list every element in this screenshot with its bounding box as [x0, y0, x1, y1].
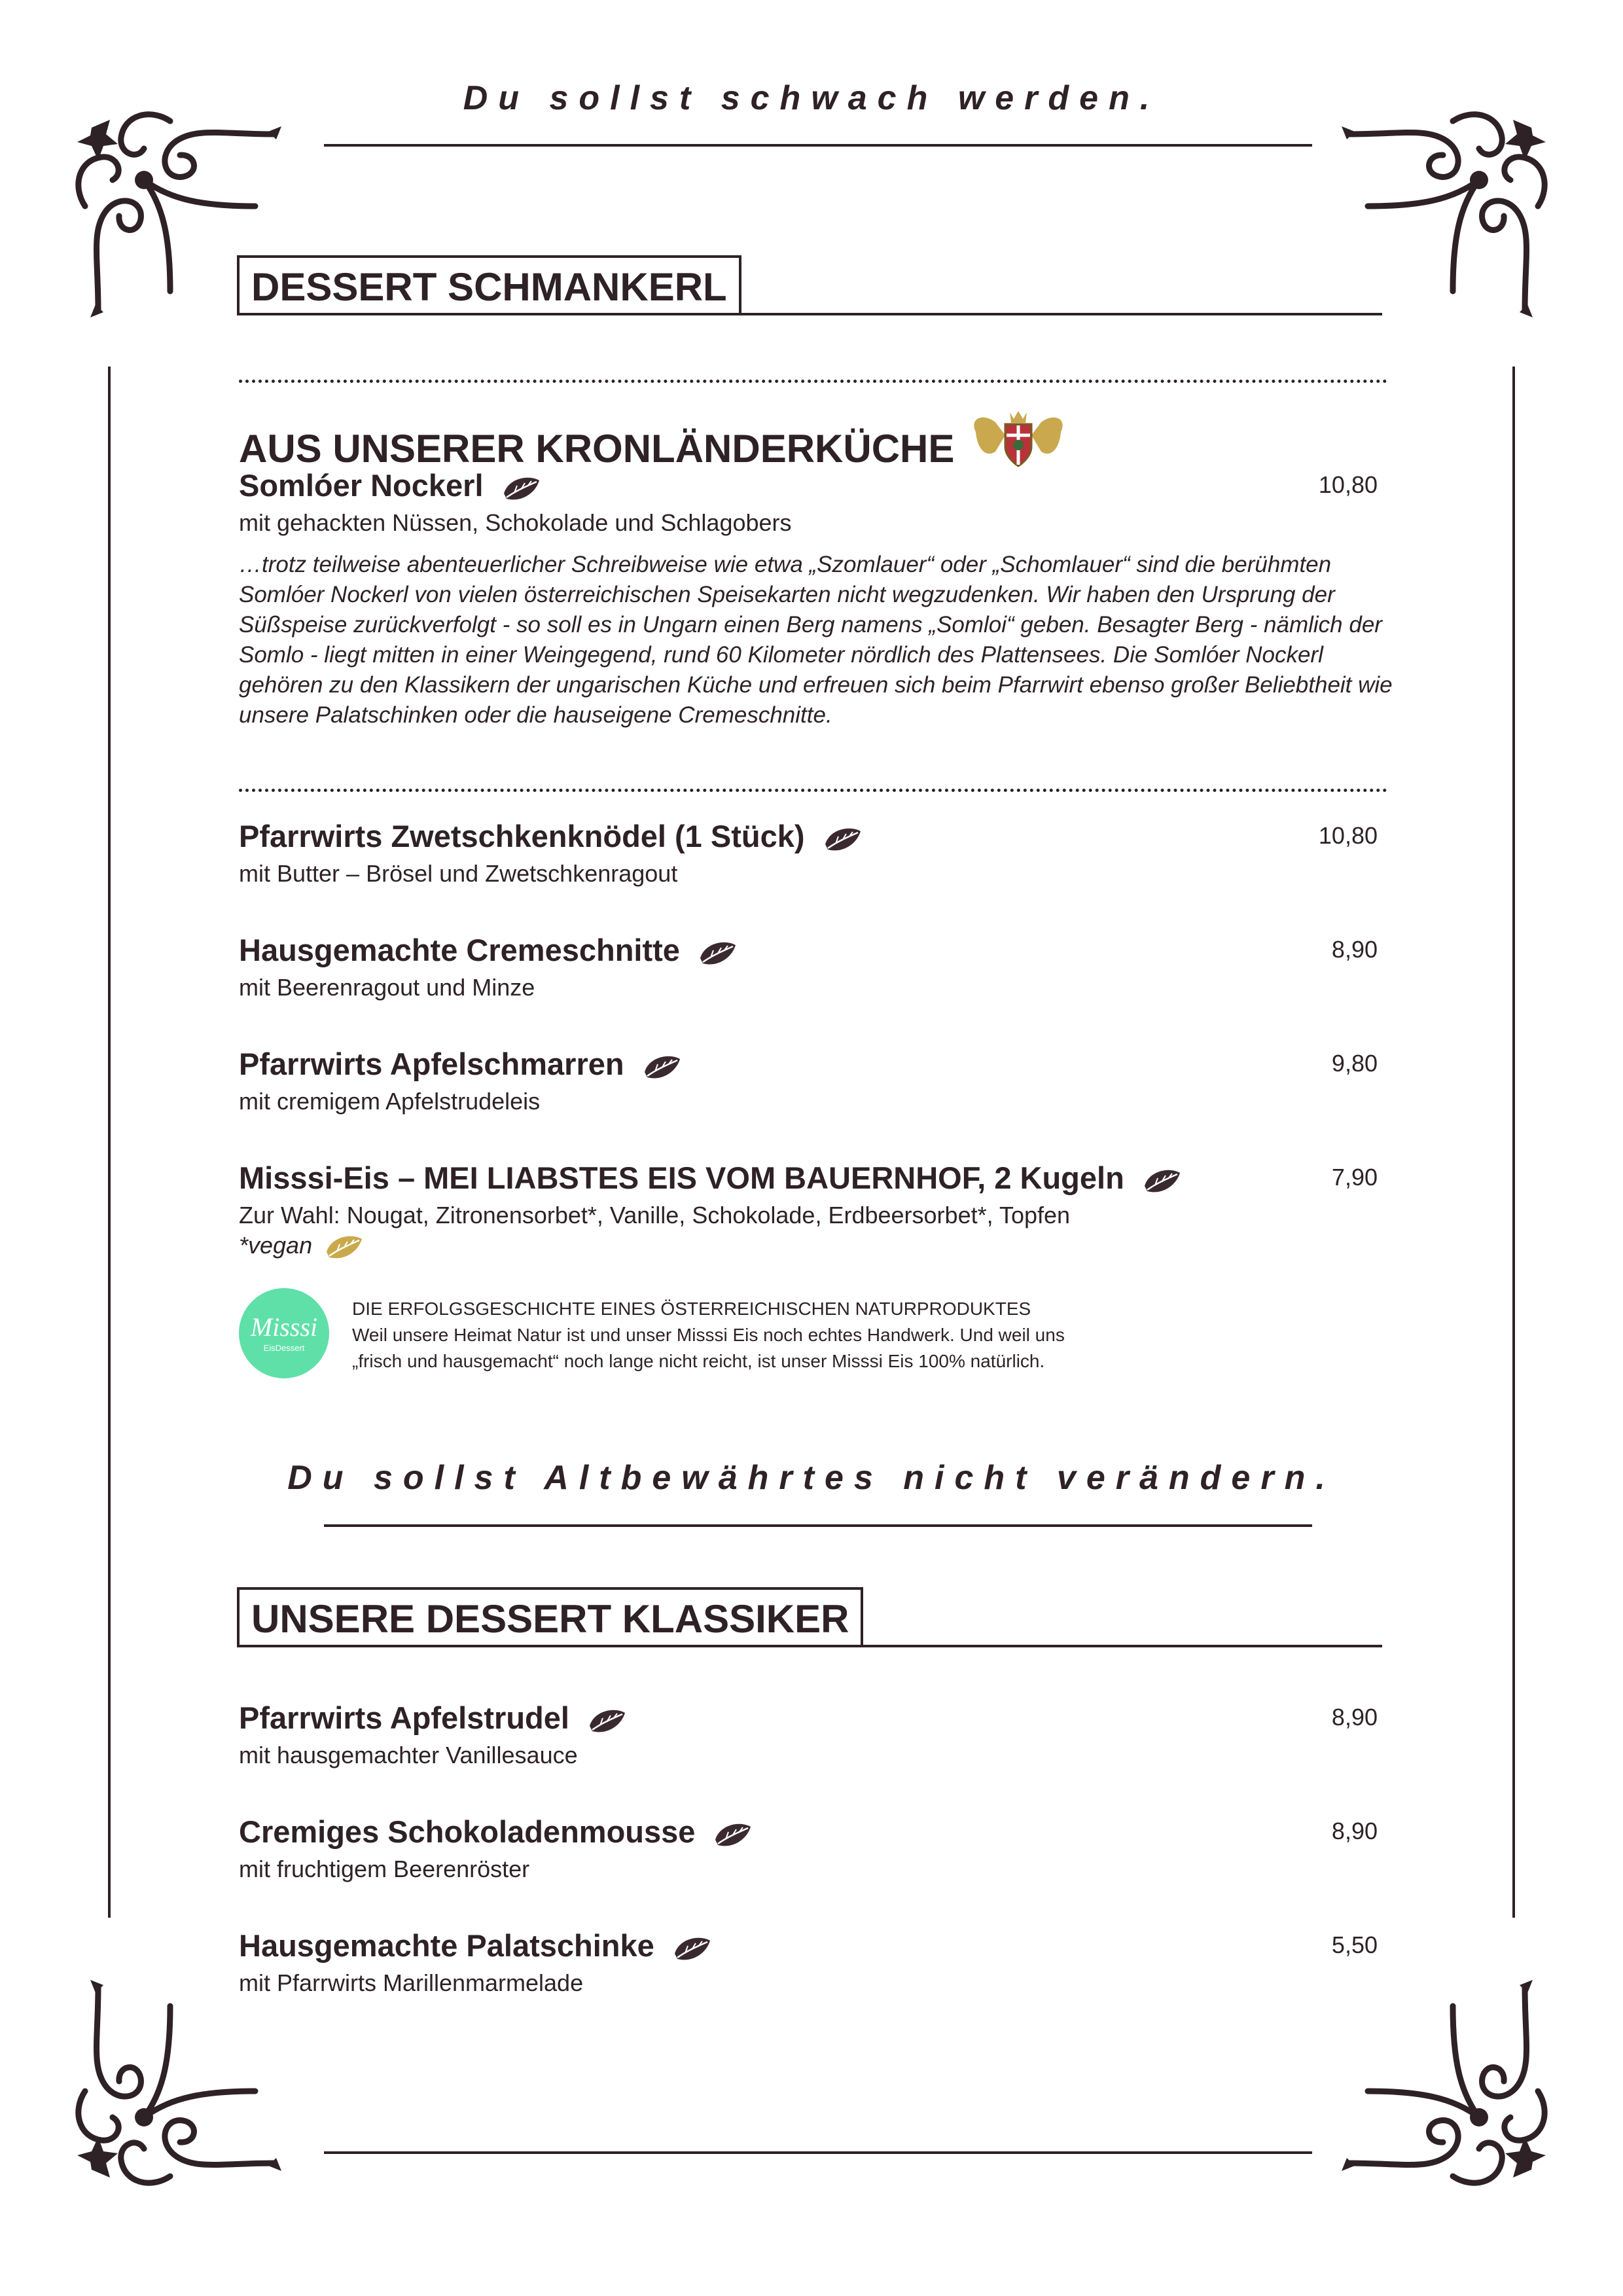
leaf-icon	[713, 1820, 753, 1849]
item-description: mit hausgemachter Vanillesauce	[239, 1742, 578, 1768]
item-description: Zur Wahl: Nougat, Zitronensorbet*, Vanille, Schokolade, Erdbeersorbet*, Topfen	[239, 1202, 1071, 1229]
item-price: 8,90	[1331, 1704, 1378, 1731]
leaf-icon	[1142, 1166, 1183, 1195]
leaf-icon	[823, 825, 863, 853]
item-name: Hausgemachte Cremeschnitte	[239, 933, 680, 967]
menu-item-misssi-eis	[239, 1158, 1387, 1261]
item-price: 10,80	[1318, 822, 1378, 849]
frame-right-line	[1512, 367, 1515, 1918]
leaf-icon	[642, 1052, 683, 1081]
item-name: Pfarrwirts Apfelstrudel	[239, 1700, 569, 1735]
item-description: mit Beerenragout und Minze	[239, 974, 535, 1001]
item-description: mit fruchtigem Beerenröster	[239, 1856, 530, 1882]
section-heading-kronland-text: AUS UNSERER KRONLÄNDERKÜCHE	[239, 427, 955, 471]
corner-ornament-bottom-left-icon	[72, 1980, 281, 2189]
misssi-note-line: „frisch und hausgemacht“ noch lange nicht reicht, ist unser Misssi Eis 100% natürlich.	[352, 1351, 1045, 1371]
motto-top-underline	[324, 144, 1312, 147]
motto-middle: Du sollst Altbewährtes nicht verändern.	[287, 1459, 1336, 1497]
menu-item	[239, 1045, 1387, 1117]
somloer-story-text: …trotz teilweise abenteuerlicher Schreibweise wie etwa „Szomlauer“ oder „Schomlauer“ sind die berühmten Somlóer Nockerl von vielen österreichischen Speisekarten nicht wegzudenken. Wir haben den Ursprung der Süßspeise zurückverfolgt - so soll es in Ungarn einen Berg namens „Somloi“ geben. Besagter Berg - nämlich der Somlo - liegt mitten in einer Weingegend, rund 60 Kilometer nördlich des Plattensees. Die Somlóer Nockerl gehören zu den Klassikern der ungarischen Küche und erfreuen sich beim Pfarrwirt ebenso großer Beliebtheit wie unsere Palatschinken oder die hauseigene Cremeschnitte.	[239, 552, 1393, 728]
dotted-divider	[239, 380, 1387, 383]
bottom-rule	[324, 2151, 1312, 2154]
item-name: Hausgemachte Palatschinke	[239, 1928, 654, 1963]
section-heading-dessert-schmankerl: DESSERT SCHMANKERL	[237, 255, 741, 313]
item-name: Pfarrwirts Zwetschkenknödel (1 Stück)	[239, 819, 805, 853]
item-description: mit Pfarrwirts Marillenmarmelade	[239, 1969, 584, 1996]
leaf-icon	[698, 939, 738, 967]
menu-item	[239, 1926, 1387, 1998]
item-price: 10,80	[1318, 471, 1378, 498]
item-name: Pfarrwirts Apfelschmarren	[239, 1047, 624, 1081]
leaf-icon	[587, 1706, 628, 1735]
leaf-icon	[501, 474, 542, 503]
item-price: 9,80	[1331, 1050, 1378, 1077]
menu-item	[239, 1698, 1387, 1770]
misssi-logo-subtext: EisDessert	[263, 1343, 305, 1353]
item-description: mit Butter – Brösel und Zwetschkenragout	[239, 860, 678, 887]
item-name: Cremiges Schokoladenmousse	[239, 1814, 696, 1849]
item-price: 7,90	[1331, 1164, 1378, 1191]
corner-ornament-bottom-right-icon	[1342, 1980, 1551, 2189]
misssi-logo-text: Misssi	[250, 1312, 318, 1342]
section-heading-klassiker: UNSERE DESSERT KLASSIKER	[237, 1587, 863, 1645]
section-heading-kronland	[239, 406, 1067, 471]
item-description: mit cremigem Apfelstrudeleis	[239, 1088, 541, 1115]
section-heading-underline	[237, 313, 1382, 315]
menu-item	[239, 817, 1387, 889]
item-name: Misssi-Eis – MEI LIABSTES EIS VOM BAUERNHOF, 2 Kugeln	[239, 1160, 1124, 1195]
item-price: 5,50	[1331, 1931, 1378, 1958]
vegan-leaf-icon	[324, 1232, 365, 1261]
motto-top: Du sollst schwach werden.	[463, 79, 1160, 117]
item-name: Somlóer Nockerl	[239, 468, 484, 503]
menu-item	[239, 931, 1387, 1003]
leaf-icon	[672, 1934, 713, 1963]
menu-item	[239, 1812, 1387, 1884]
misssi-note	[352, 1296, 1268, 1374]
menu-item-somloer-nockerl	[239, 466, 1387, 538]
section-heading-underline	[237, 1645, 1382, 1647]
item-price: 8,90	[1331, 1818, 1378, 1844]
item-price: 8,90	[1331, 936, 1378, 963]
dotted-divider	[239, 789, 1387, 792]
frame-left-line	[108, 367, 111, 1918]
coat-of-arms-icon	[969, 406, 1067, 471]
item-description: mit gehackten Nüssen, Schokolade und Schlagobers	[239, 509, 792, 536]
misssi-logo	[239, 1288, 329, 1378]
vegan-note: *vegan	[239, 1230, 1387, 1261]
misssi-note-line: Weil unsere Heimat Natur ist und unser Misssi Eis noch echtes Handwerk. Und weil uns	[352, 1325, 1065, 1345]
corner-ornament-top-right-icon	[1342, 108, 1551, 317]
motto-middle-underline	[324, 1524, 1312, 1527]
misssi-note-title: DIE ERFOLGSGESCHICHTE EINES ÖSTERREICHISCHEN NATURPRODUKTES	[352, 1299, 1031, 1319]
